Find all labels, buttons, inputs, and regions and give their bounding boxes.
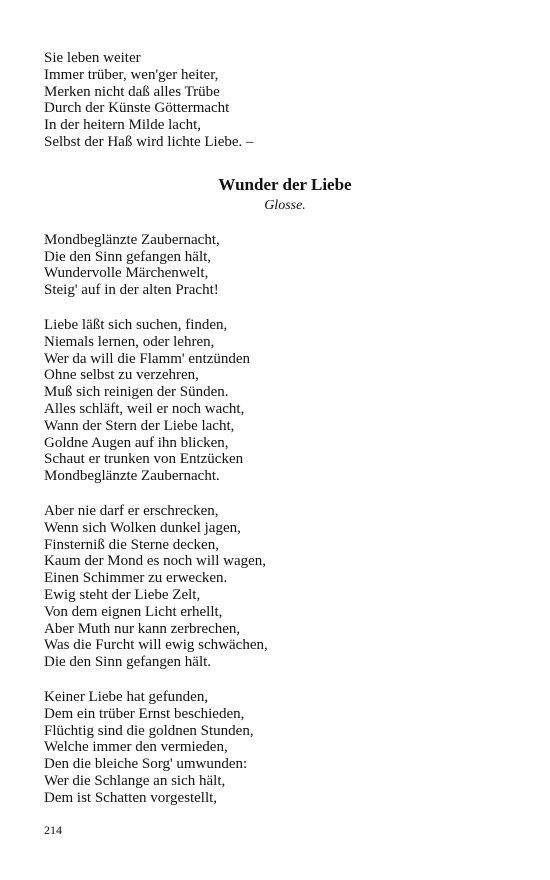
poem-stanza-3: [44, 503, 514, 671]
verse-line: Immer trüber, wen'ger heiter,: [44, 66, 219, 83]
page-body: [44, 50, 514, 824]
verse-line: Mondbeglänzte Zaubernacht.: [44, 468, 220, 485]
poem-subtitle: Glosse.: [264, 197, 306, 213]
verse-line: Dem ist Schatten vorgestellt,: [44, 789, 218, 806]
verse-line: Selbst der Haß wird lichte Liebe. –: [44, 133, 254, 150]
verse-line: Muß sich reinigen der Sünden.: [44, 384, 229, 401]
verse-line: Durch der Künste Göttermacht: [44, 100, 230, 117]
verse-line: Aber nie darf er erschrecken,: [44, 502, 219, 519]
verse-line: Kaum der Mond es noch will wagen,: [44, 553, 267, 570]
verse-line: Den die bleiche Sorg' umwunden:: [44, 756, 248, 773]
verse-line: Wenn sich Wolken dunkel jagen,: [44, 519, 241, 536]
poem-stanza-4: [44, 689, 514, 807]
intro-stanza: [44, 50, 514, 151]
verse-line: Die den Sinn gefangen hält.: [44, 654, 212, 671]
verse-line: Merken nicht daß alles Trübe: [44, 83, 220, 100]
verse-line: In der heitern Milde lacht,: [44, 117, 202, 134]
verse-line: Niemals lernen, oder lehren,: [44, 333, 215, 350]
verse-line: Flüchtig sind die goldnen Stunden,: [44, 722, 254, 739]
verse-line: Von dem eignen Licht erhellt,: [44, 603, 223, 620]
verse-line: Ohne selbst zu verzehren,: [44, 367, 199, 384]
verse-line: Wer die Schlange an sich hält,: [44, 772, 226, 789]
verse-line: Welche immer den vermieden,: [44, 739, 228, 756]
verse-line: Schaut er trunken von Entzücken: [44, 451, 244, 468]
verse-line: Alles schläft, weil er noch wacht,: [44, 400, 245, 417]
page-number: 214: [44, 823, 62, 837]
verse-line: Dem ein trüber Ernst beschieden,: [44, 705, 245, 722]
verse-line: Steig' auf in der alten Pracht!: [44, 282, 219, 299]
verse-line: Keiner Liebe hat gefunden,: [44, 688, 209, 705]
poem-stanza-2: [44, 317, 514, 485]
verse-line: Wer da will die Flamm' entzünden: [44, 350, 251, 367]
verse-line: Finsterniß die Sterne decken,: [44, 536, 219, 553]
poem-title: Wunder der Liebe: [218, 174, 352, 194]
verse-line: Goldne Augen auf ihn blicken,: [44, 434, 229, 451]
verse-line: Aber Muth nur kann zerbrechen,: [44, 620, 241, 637]
verse-line: Was die Furcht will ewig schwächen,: [44, 637, 268, 654]
verse-line: Einen Schimmer zu erwecken.: [44, 570, 228, 587]
verse-line: Wann der Stern der Liebe lacht,: [44, 417, 235, 434]
verse-line: Mondbeglänzte Zaubernacht,: [44, 231, 220, 248]
verse-line: Die den Sinn gefangen hält,: [44, 248, 212, 265]
verse-line: Liebe läßt sich suchen, finden,: [44, 316, 228, 333]
verse-line: Sie leben weiter: [44, 50, 141, 66]
verse-line: Ewig steht der Liebe Zelt,: [44, 586, 201, 603]
verse-line: Wundervolle Märchenwelt,: [44, 265, 209, 282]
poem-stanza-1: [44, 232, 514, 299]
